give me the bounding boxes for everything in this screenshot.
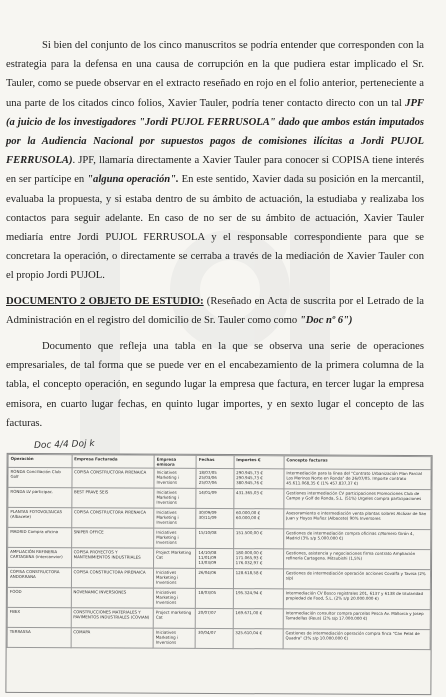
paragraph-3-text: Documento que refleja una tabla en la que se observa una serie de operaciones empresariales, de tal forma que se puede ver en el encabezamiento de la primera columna de la tabla, el concepto operación, en segundo lugar la empresa que factura, en tercer lugar la empresa emisora, en cuarto lugar fechas, en quinto lugar importes, y en sexto lugar el concepto de las facturas.	[6, 341, 424, 429]
table-header-cell: Empresa emisora	[154, 455, 196, 468]
table-header-cell: Operación	[8, 454, 72, 467]
table-header-cell: Fechas	[196, 455, 233, 468]
table-cell: COPISA PROYECTOS Y MANTENIMIENTOS INDUSTRIALES	[71, 548, 154, 568]
table-cell: Gestiones de intermediación compra oficinas c/Romero Girón 4, Madrid (3% s/p 5.000.000 €)	[283, 529, 430, 550]
paragraph-1-part-c: . JPF, llamaría directamente a Xavier Tauler para conocer si COPISA tiene interés en ser partícipe en	[6, 155, 424, 186]
table-row	[8, 547, 431, 569]
table-cell: 18/07/05 25/03/06 25/07/06	[196, 468, 233, 488]
table-cell: Project marketing Cat	[153, 608, 195, 628]
paragraph-3	[6, 337, 424, 433]
table-cell: PLANTAS FOTOVOLTAICAS (Albacete)	[8, 507, 72, 527]
table-cell: Iniciatives Marketing i Inversions	[153, 588, 195, 608]
table-cell: 431.365,03 €	[233, 489, 283, 509]
table-cell: Iniciatives Marketing i Inversions	[153, 568, 195, 588]
doc-reference: "Doc nº 6")	[299, 315, 353, 327]
table-cell: 18/03/05	[196, 588, 233, 608]
table-cell: MADRID Compra oficina	[8, 527, 72, 547]
table-cell: 15/10/08	[196, 528, 233, 548]
table-cell: TERRASSA	[7, 627, 71, 647]
table-cell: 60.000,00 € 60.000,00 €	[233, 509, 283, 529]
table-cell: COPISA CONSTRUCTORA PIRENAICA	[71, 568, 154, 588]
table-cell: 151.500,00 €	[233, 529, 283, 549]
table-cell: NOVENAMIC INVERSIONES	[71, 588, 154, 608]
table-cell: 128.618,58 €	[233, 569, 283, 589]
table-cell: COPISA CONSTRUCTORA ANDORRANA	[7, 567, 71, 587]
table-cell: Intermediación para la línea del "Contrato Urbanización Plan Parcial Los Merinos Norte en Ronda" de 26/07/05. Importe contrato 45.611.068,35 € (1% 457.837,37 €)	[284, 469, 431, 490]
table-cell: Gestiones intermediación CV participaciones Promociones Club de Campo y Golf de Ronda, S.L. (51%) Urgeles compra participaciones	[284, 489, 431, 510]
table-cell: Asesoramiento e intermediación venta plantas solares Alcázar de San Juan y Hoyos Muñoz (Albacete) 90% Inversores	[284, 509, 431, 530]
table-cell: FBEX	[7, 607, 71, 627]
table-cell: 20/07/07	[196, 608, 233, 628]
table-row	[8, 527, 431, 549]
operations-table	[7, 454, 432, 650]
table-cell: 26/04/06	[196, 568, 233, 588]
table-cell: Gestiones de intermediación operación compra finca "Can Pelat de Quadra" (3% s/p 10.000.000 €)	[283, 629, 430, 650]
table-cell: COPISA CONSTRUCTORA PIRENAICA	[71, 508, 154, 528]
table-cell: RONDA Conciliación Club Golf	[8, 467, 72, 487]
table-cell: Gestiones, asistencia y negociaciones firma contrato Ampliación refinería Cartagena. Mitsubishi (1,5%)	[283, 549, 430, 570]
table-header-cell: Empresa Facturada	[72, 455, 155, 468]
scanned-table	[5, 453, 432, 695]
handwritten-note: Doc 4/4 Doj k	[33, 438, 95, 452]
table-cell: Iniciatives Marketing i Inversions	[154, 508, 196, 528]
table-row	[8, 487, 431, 509]
table-cell: Gestiones de intermediación operación acciones Covalfa y Tavisa (2% s/p)	[283, 569, 430, 590]
paragraph-2	[6, 292, 424, 330]
table-cell: 325.610,04 €	[233, 629, 283, 649]
table-cell: 14/10/08 11/01/09 13/03/09	[196, 548, 233, 568]
table-row	[7, 607, 430, 629]
alguna-operacion-highlight: "alguna operación".	[87, 174, 179, 186]
table-cell: 290.945,73 € 290.945,73 € 380.945,76 €	[234, 469, 284, 489]
table-cell: Intermediación consultor compra parcelas Pesca Av. Mallorca y Josep Tarradellas (Reus) (2% s/p 17.000.000 €)	[283, 609, 430, 630]
paragraph-1-part-a: Si bien del conjunto de los cinco manuscritos se podría entender que corresponden con la estrategia para la defensa en una causa de corrupción en la que pudiera estar implicado el Sr. Tauler, como se puede observar en el extracto reseñado en rojo en el folio anterior, perteneciente a una parte de los citados cinco folios, Xavier Tauler, podría tener contacto directo con un tal	[6, 40, 424, 109]
table-cell: 195.324,94 €	[233, 589, 283, 609]
paragraph-2-text: (Reseñado en Acta de suscrita por el Letrado de la Administración en el registro del domicilio de Sr. Tauler como como	[6, 296, 424, 327]
table-row	[7, 587, 430, 609]
table-cell: 180.000,00 € 171.065,93 € 176.032,97 €	[233, 549, 283, 569]
table-cell: SNIPER OFFICE	[71, 528, 154, 548]
table-row	[7, 567, 430, 589]
table-cell: Iniciatives Marketing i Inversions	[153, 628, 195, 648]
table-cell: Project Marketing Cat	[154, 548, 196, 568]
table-cell: 14/01/09	[196, 488, 233, 508]
paragraph-1	[6, 36, 424, 286]
table-row	[7, 627, 430, 649]
table-cell: 30/04/07	[195, 628, 232, 648]
table-cell: AMPLIACIÓN REFINERIA CARTAGENA (intercanvior)	[8, 547, 72, 567]
table-cell: BEST PRAVE SEIS	[71, 488, 154, 508]
table-cell: 30/09/09 30/11/09	[196, 508, 233, 528]
table-cell: Iniciatives Marketing i Inversions	[154, 468, 196, 488]
table-cell: Iniciatives Marketing i Inversions	[154, 528, 196, 548]
document-2-heading: DOCUMENTO 2 OBJETO DE ESTUDIO:	[6, 296, 204, 307]
jpf-highlight: JPF (a juicio de los investigadores "Jordi PUJOL FERRUSOLA" dado que ambos están imputados por la Audiencia Nacional por supuestos pagos de comisiones ilícitas a Jordi PUJOL FERRUSOLA)	[6, 97, 424, 167]
table-cell: Intermediación CV Bosco registrales 201, 6137 y 6138 de titularidad propiedad de Food, S.L. (2% s/p 20.000.000 €)	[283, 589, 430, 610]
table-row	[8, 507, 431, 529]
table-cell: FOOD	[7, 587, 71, 607]
table-cell: COMAPA	[71, 628, 154, 648]
table-cell: Iniciatives Marketing i Inversions	[154, 488, 196, 508]
table-cell: CONSTRUCCIONES MATERIALES Y PAVIMENTOS INDUSTRIALES (COVIAN)	[71, 608, 154, 628]
table-header-cell: Concepto facturas	[284, 456, 431, 470]
table-header-cell: Importes €	[234, 456, 284, 469]
table-cell: RONDA LV participac.	[8, 487, 72, 507]
table-cell: COPISA CONSTRUCTORA PIRENAICA	[71, 468, 154, 488]
table-cell: 169.671,00 €	[233, 609, 283, 629]
paragraph-1-part-e: En este sentido, Xavier dada su posición en la mercantil, evaluaba la propuesta, y si estaba dentro de su ámbito de actuación, la estudiaba y realizaba los contactos para seguir adelante. En caso de no ser de su ámbito de actuación, Xavier Tauler mediaría entre Jordi PUJOL FERRUSOLA y el responsable correspondiente para que se concretara la operación, o directamente se cerraba a través de la mediación de Xavier Tauler con el propio Jordi PUJOL.	[6, 174, 425, 282]
table-row	[8, 467, 431, 489]
